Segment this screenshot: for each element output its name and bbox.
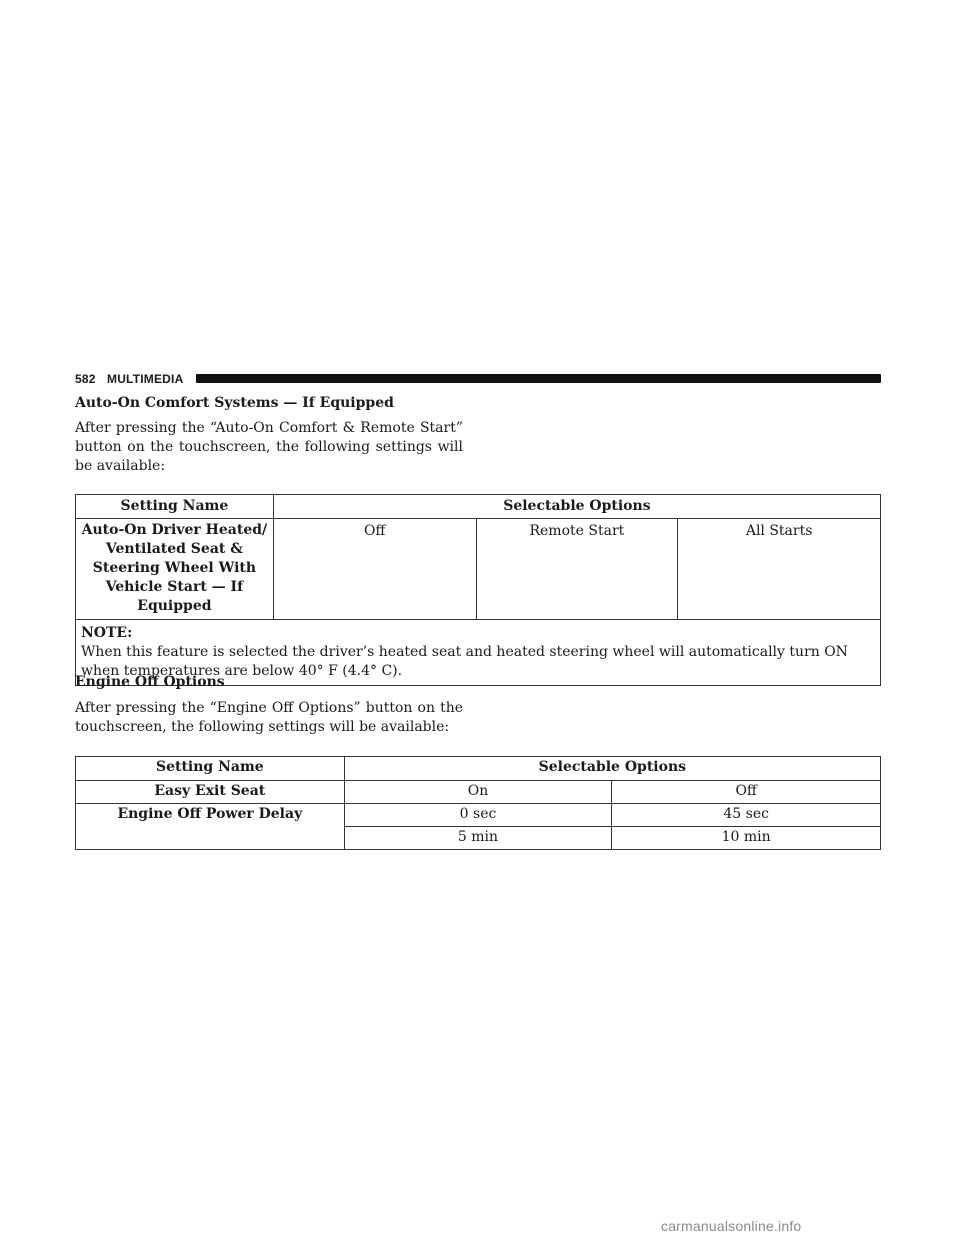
option-cell: All Starts xyxy=(678,519,881,620)
header-selectable-options: Selectable Options xyxy=(344,757,880,781)
option-cell: 10 min xyxy=(612,827,881,850)
option-cell: Off xyxy=(612,781,881,804)
table-row xyxy=(76,781,881,804)
section-title: MULTIMEDIA xyxy=(107,372,184,386)
watermark: carmanualsonline.info xyxy=(661,1218,802,1234)
option-cell: On xyxy=(344,781,612,804)
setting-engine-off-power-delay: Engine Off Power Delay xyxy=(76,804,345,850)
option-cell: 5 min xyxy=(344,827,612,850)
engine-off-options-table xyxy=(75,756,881,850)
option-cell: 0 sec xyxy=(344,804,612,827)
setting-easy-exit-seat: Easy Exit Seat xyxy=(76,781,345,804)
option-cell: Off xyxy=(273,519,476,620)
header-setting-name: Setting Name xyxy=(76,495,274,519)
intro-auto-on-comfort: After pressing the “Auto-On Comfort & Remote Start” button on the touchscreen, the following settings will be available: xyxy=(75,420,463,474)
table-header-row xyxy=(76,495,881,519)
note-text: When this feature is selected the driver’s heated seat and heated steering wheel will automatically turn ON when temperatures are below 40° F (4.4° C). xyxy=(81,644,848,679)
option-cell: Remote Start xyxy=(476,519,678,620)
header-selectable-options: Selectable Options xyxy=(273,495,880,519)
auto-on-comfort-table xyxy=(75,494,881,686)
page-header xyxy=(75,372,881,386)
table-row xyxy=(76,519,881,620)
table-row xyxy=(76,804,881,827)
setting-auto-on-driver: Auto-On Driver Heated/ Ventilated Seat & Steering Wheel With Vehicle Start — If Equipped xyxy=(76,519,274,620)
intro-engine-off-options: After pressing the “Engine Off Options” button on the touchscreen, the following settings will be available: xyxy=(75,700,463,735)
option-cell: 45 sec xyxy=(612,804,881,827)
note-label: NOTE: xyxy=(81,625,133,641)
table-header-row xyxy=(76,757,881,781)
heading-auto-on-comfort: Auto-On Comfort Systems — If Equipped xyxy=(75,395,394,411)
header-rule xyxy=(196,374,881,383)
heading-engine-off-options: Engine Off Options xyxy=(75,674,225,690)
header-setting-name: Setting Name xyxy=(76,757,345,781)
page-number: 582 xyxy=(75,372,96,386)
